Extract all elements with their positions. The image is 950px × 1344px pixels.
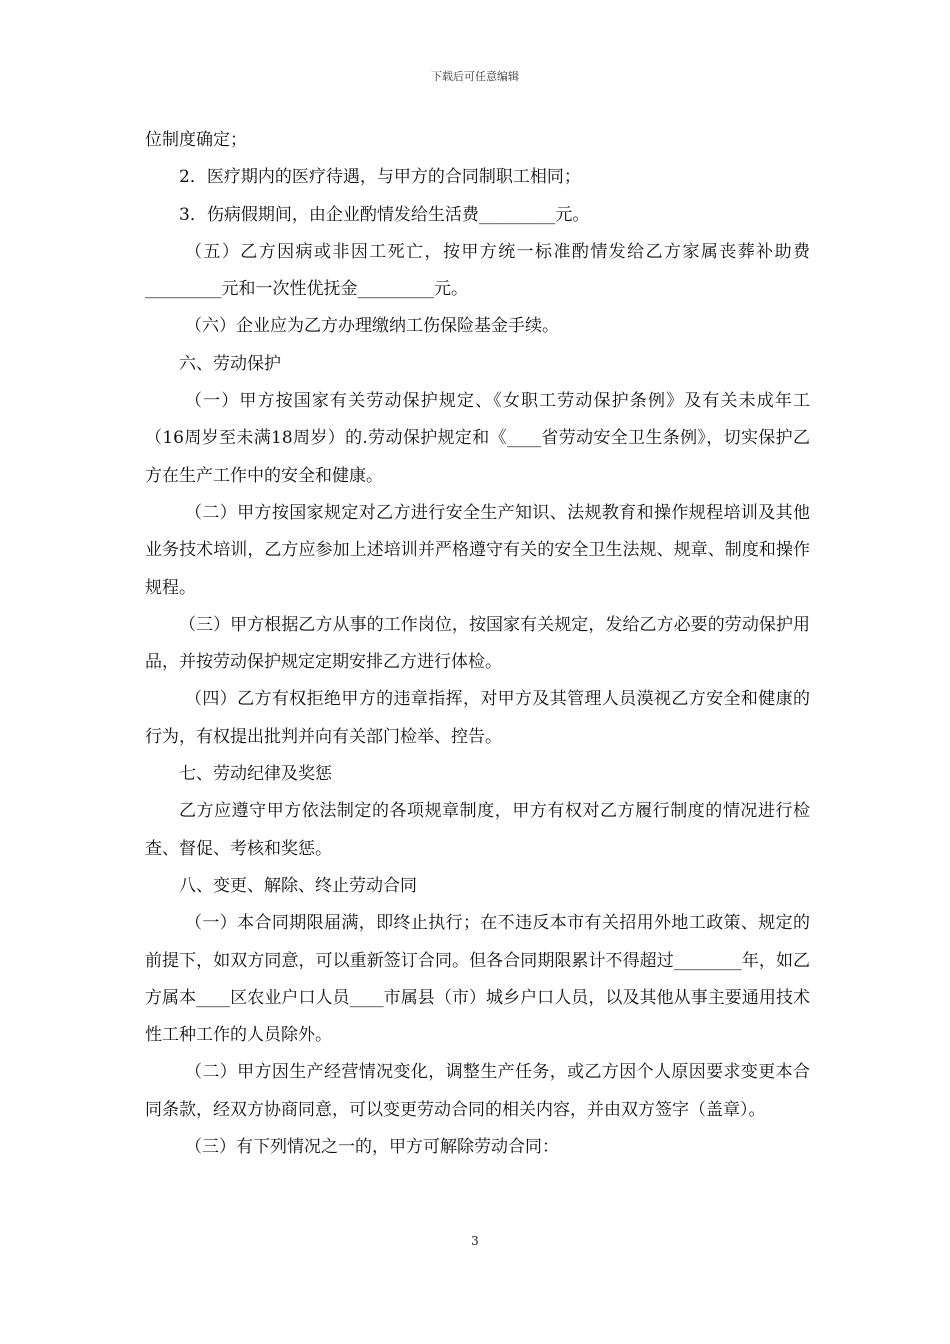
paragraph-changes-3: （三）有下列情况之一的，甲方可解除劳动合同： [185, 1137, 559, 1158]
page-number: 3 [471, 1234, 479, 1248]
paragraph-protection-4: （四）乙方有权拒绝甲方的违章指挥，对甲方及其管理人员漠视乙方安全和健康的行为，有权提出批判并向有关部门检举、控告。 [145, 689, 810, 747]
paragraph-protection-2: （二）甲方按国家规定对乙方进行安全生产知识、法规教育和操作规程培训及其他业务技术培训，乙方应参加上述培训并严格遵守有关的安全卫生法规、规章、制度和操作规程。 [145, 502, 810, 598]
paragraph-continuation: 位制度确定； [145, 130, 247, 150]
paragraph-item-2: 2．医疗期内的医疗待遇，与甲方的合同制职工相同； [179, 167, 581, 188]
paragraph-changes-2: （二）甲方因生产经营情况变化，调整生产任务，或乙方因个人原因要求变更本合同条款，经双方协商同意，可以变更劳动合同的相关内容，并由双方签字（盖章）。 [145, 1062, 810, 1120]
paragraph-protection-3: （三）甲方根据乙方从事的工作岗位，按国家有关规定，发给乙方必要的劳动保护用品，并按劳动保护规定定期安排乙方进行体检。 [145, 614, 810, 673]
paragraph-protection-1: （一）甲方按国家有关劳动保护规定、《女职工劳动保护条例》及有关未成年工（16周岁至未满18周岁）的.劳动保护规定和《____省劳动安全卫生条例》，切实保护乙方在生产工作中的安全和健康。 [145, 391, 810, 486]
paragraph-item-3: 3．伤病假期间，由企业酌情发给生活费_________元。 [179, 204, 590, 225]
paragraph-discipline: 乙方应遵守甲方依法制定的各项规章制度，甲方有权对乙方履行制度的情况进行检查、督促、考核和奖惩。 [145, 801, 810, 859]
document-body [145, 122, 810, 1166]
section-heading-contract-changes: 八、变更、解除、终止劳动合同 [179, 875, 417, 896]
section-heading-labor-protection: 六、劳动保护 [179, 353, 281, 374]
paragraph-clause-6: （六）企业应为乙方办理缴纳工伤保险基金手续。 [185, 316, 559, 337]
paragraph-clause-5: （五）乙方因病或非因工死亡，按甲方统一标准酌情发给乙方家属丧葬补助费_________元和一次性优抚金_________元。 [145, 241, 810, 300]
page-header-note: 下载后可任意编辑 [431, 70, 519, 83]
paragraph-changes-1: （一）本合同期限届满，即终止执行；在不违反本市有关招用外地工政策、规定的前提下，如双方同意，可以重新签订合同。但各合同期限累计不得超过________年，如乙方属本____区农业户口人员____市属县（市）城乡户口人员，以及其他从事主要通用技术性工种工作的人员除外。 [145, 913, 810, 1046]
section-heading-discipline: 七、劳动纪律及奖惩 [179, 764, 332, 785]
